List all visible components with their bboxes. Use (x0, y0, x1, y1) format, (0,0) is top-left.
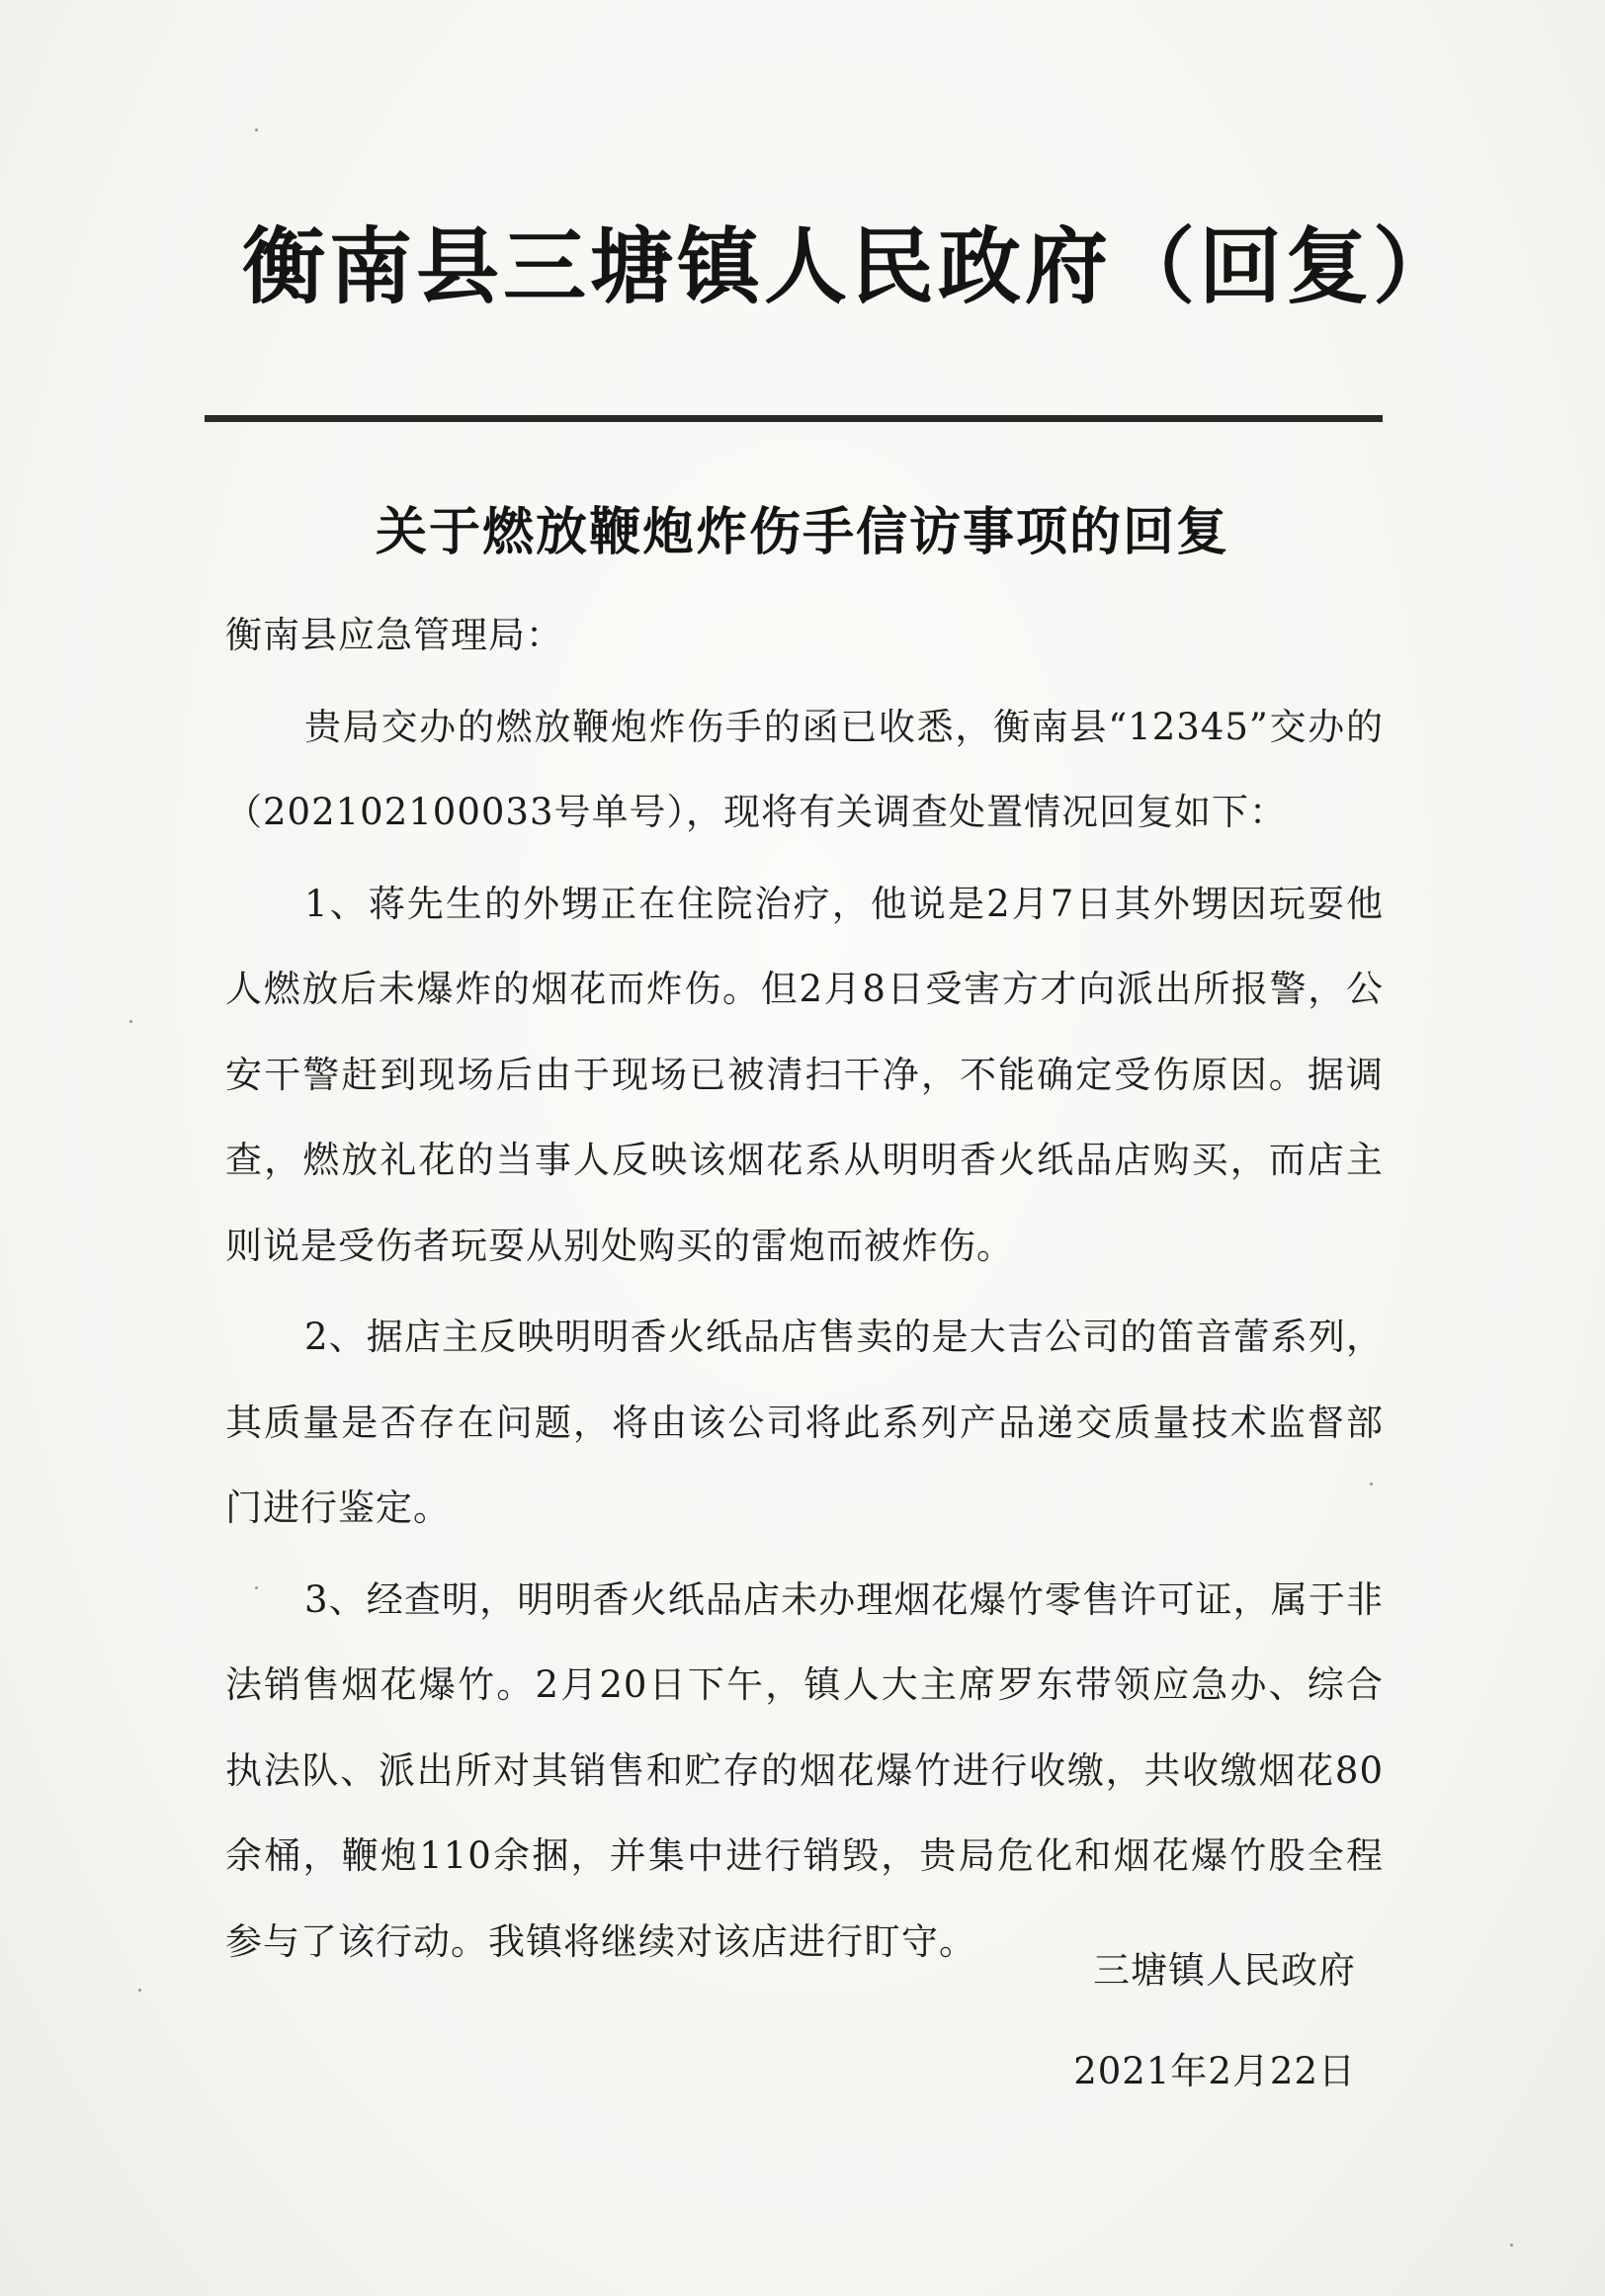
body-paragraph-1: 1、蒋先生的外甥正在住院治疗，他说是2月7日其外甥因玩耍他人燃放后未爆炸的烟花而炸伤。但2月8日受害方才向派出所报警，公安干警赶到现场后由于现场已被清扫干净，不能确定受伤原因。据调查，燃放礼花的当事人反映该烟花系从明明香火纸品店购买，而店主则说是受伤者玩耍从别处购买的雷炮而被炸伤。 (225, 882, 1384, 1267)
salutation: 衡南县应急管理局： (225, 614, 563, 656)
body-paragraph-intro: 贵局交办的燃放鞭炮炸伤手的函已收悉，衡南县“12345”交办的（202102100033号单号），现将有关调查处置情况回复如下： (225, 705, 1384, 833)
paper-speck (129, 1020, 132, 1023)
body-paragraph-3: 3、经查明，明明香火纸品店未办理烟花爆竹零售许可证，属于非法销售烟花爆竹。2月20日下午，镇人大主席罗东带领应急办、综合执法队、派出所对其销售和贮存的烟花爆竹进行收缴，共收缴烟花80余桶，鞭炮110余捆，并集中进行销毁，贵局危化和烟花爆竹股全程参与了该行动。我镇将继续对该店进行盯守。 (225, 1577, 1384, 1963)
body-paragraph-2: 2、据店主反映明明香火纸品店售卖的是大吉公司的笛音蕾系列，其质量是否存在问题，将由该公司将此系列产品递交质量技术监督部门进行鉴定。 (225, 1316, 1384, 1529)
signature-organization: 三塘镇人民政府 (1093, 1949, 1356, 1992)
document-title: 关于燃放鞭炮炸伤手信访事项的回复 (375, 503, 1229, 562)
issuing-authority-header: 衡南县三塘镇人民政府（回复） (242, 217, 1461, 315)
paper-speck (138, 1989, 141, 1992)
signature-date: 2021年2月22日 (1073, 2050, 1356, 2092)
paper-speck (1510, 2244, 1513, 2247)
paper-speck (255, 128, 258, 131)
document-body (225, 593, 1384, 1985)
header-divider (205, 415, 1383, 422)
